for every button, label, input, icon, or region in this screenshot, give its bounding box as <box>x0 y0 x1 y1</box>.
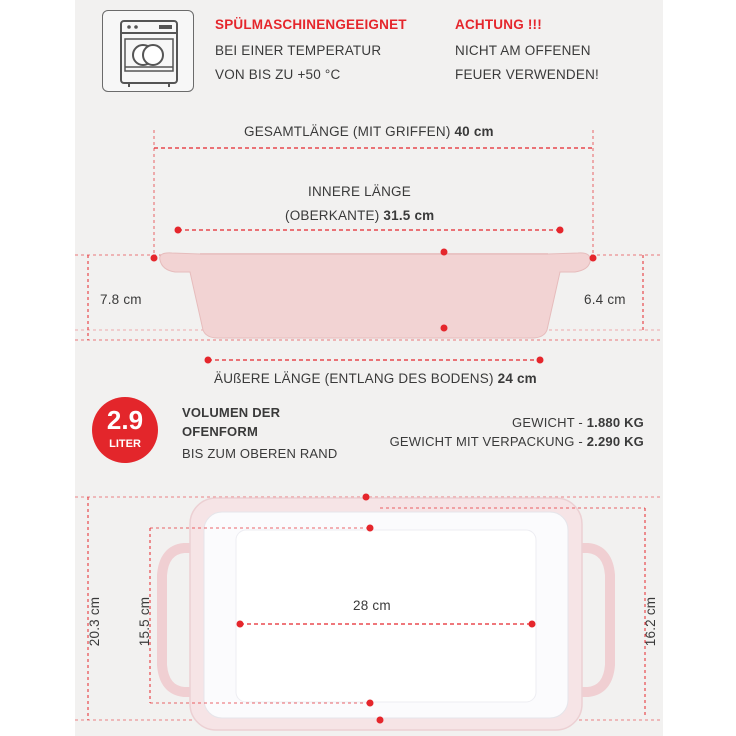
dishwasher-line2: VON BIS ZU +50 °C <box>215 67 341 82</box>
warning-title: ACHTUNG !!! <box>455 17 542 32</box>
weight-line2: GEWICHT MIT VERPACKUNG - 2.290 KG <box>389 434 644 449</box>
volume-subtitle: BIS ZUM OBEREN RAND <box>182 446 338 461</box>
top-outer-width-label: 16.2 cm <box>643 596 659 647</box>
dishwasher-title: SPÜLMASCHINENGEEIGNET <box>215 17 407 32</box>
top-total-width-label: 20.3 cm <box>87 596 103 647</box>
weight-line1: GEWICHT - 1.880 KG <box>512 415 644 430</box>
top-inner-width-label: 15.5 cm <box>137 596 153 647</box>
inner-length-line1: INNERE LÄNGE <box>308 184 411 199</box>
volume-badge-value: 2.9 <box>106 405 144 435</box>
top-inner-length-label: 28 cm <box>353 598 391 613</box>
height-outer-label: 7.8 cm <box>100 292 142 307</box>
volume-title-line2: OFENFORM <box>182 424 258 439</box>
warning-line1: NICHT AM OFFENEN <box>455 43 591 58</box>
inner-length-line2: (OBERKANTE) 31.5 cm <box>285 208 435 223</box>
dishwasher-line1: BEI EINER TEMPERATUR <box>215 43 382 58</box>
height-inner-label: 6.4 cm <box>584 292 626 307</box>
volume-title-line1: VOLUMEN DER <box>182 405 281 420</box>
total-length-label: GESAMTLÄNGE (MIT GRIFFEN) 40 cm <box>244 124 494 139</box>
volume-badge-unit: LITER <box>109 438 141 450</box>
outer-length-label: ÄUßERE LÄNGE (ENTLANG DES BODENS) 24 cm <box>214 371 537 386</box>
warning-line2: FEUER VERWENDEN! <box>455 67 599 82</box>
